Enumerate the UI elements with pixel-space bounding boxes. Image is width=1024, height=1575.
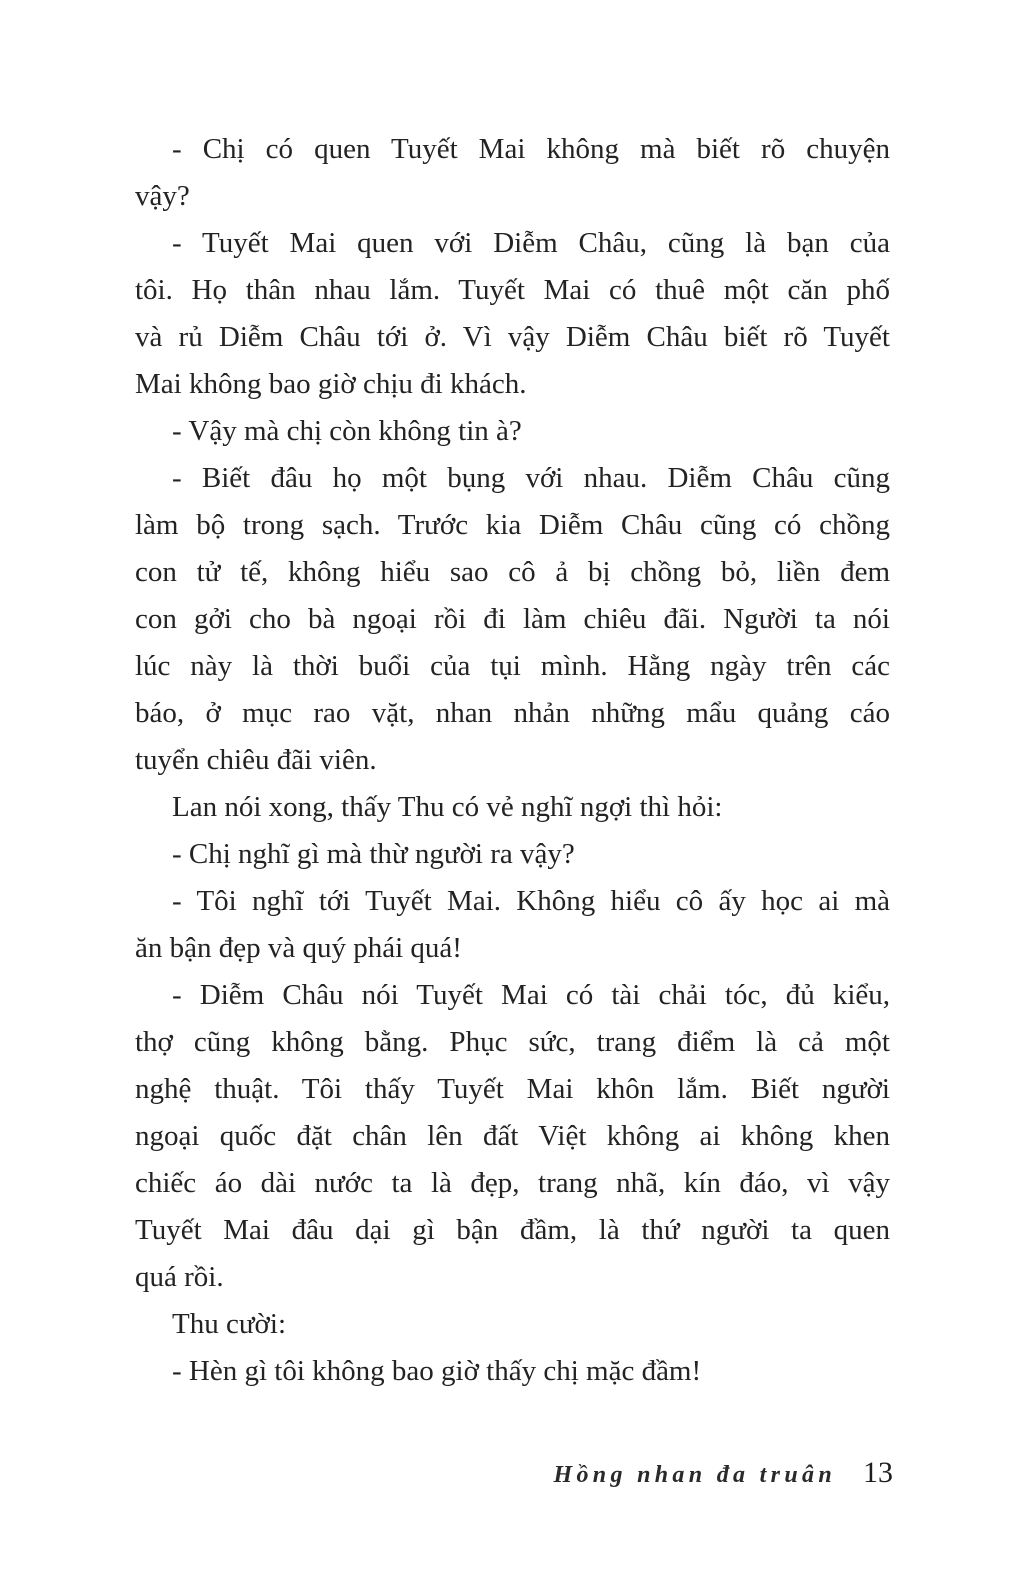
- text-line: Thu cười:: [172, 1308, 287, 1340]
- text-line: Lan nói xong, thấy Thu có vẻ nghĩ ngợi thì hỏi:: [172, 791, 723, 823]
- text-line: tôi. Họ thân nhau lắm. Tuyết Mai có thuê một căn phố: [135, 274, 890, 306]
- text-line: lúc này là thời buổi của tụi mình. Hằng ngày trên các: [135, 650, 890, 682]
- text-line: - Chị nghĩ gì mà thừ người ra vậy?: [172, 838, 575, 870]
- text-line: - Tôi nghĩ tới Tuyết Mai. Không hiểu cô ấy học ai mà: [172, 885, 890, 917]
- page-number: 13: [863, 1456, 893, 1489]
- text-line: chiếc áo dài nước ta là đẹp, trang nhã, kín đáo, vì vậy: [135, 1167, 890, 1199]
- text-line: báo, ở mục rao vặt, nhan nhản những mẩu quảng cáo: [135, 697, 890, 729]
- page-footer: [553, 1456, 893, 1490]
- text-line: Tuyết Mai đâu dại gì bận đầm, là thứ người ta quen: [135, 1214, 890, 1246]
- text-line: tuyển chiêu đãi viên.: [135, 744, 377, 776]
- body-text: [135, 126, 890, 1395]
- text-line: - Chị có quen Tuyết Mai không mà biết rõ chuyện: [172, 133, 890, 165]
- text-line: - Diễm Châu nói Tuyết Mai có tài chải tóc, đủ kiểu,: [172, 979, 890, 1011]
- text-line: - Hèn gì tôi không bao giờ thấy chị mặc đầm!: [172, 1355, 702, 1387]
- text-line: con gởi cho bà ngoại rồi đi làm chiêu đãi. Người ta nói: [135, 603, 890, 635]
- text-line: và rủ Diễm Châu tới ở. Vì vậy Diễm Châu biết rõ Tuyết: [135, 321, 890, 353]
- text-line: quá rồi.: [135, 1261, 224, 1293]
- text-line: nghệ thuật. Tôi thấy Tuyết Mai khôn lắm. Biết người: [135, 1073, 890, 1105]
- text-line: ngoại quốc đặt chân lên đất Việt không ai không khen: [135, 1120, 890, 1152]
- text-line: ăn bận đẹp và quý phái quá!: [135, 932, 462, 964]
- text-line: thợ cũng không bằng. Phục sức, trang điểm là cả một: [135, 1026, 890, 1058]
- text-line: con tử tế, không hiểu sao cô ả bị chồng bỏ, liền đem: [135, 556, 890, 588]
- text-line: làm bộ trong sạch. Trước kia Diễm Châu cũng có chồng: [135, 509, 890, 541]
- text-line: vậy?: [135, 180, 190, 212]
- text-line: Mai không bao giờ chịu đi khách.: [135, 368, 527, 400]
- running-title: Hồng nhan đa truân: [553, 1462, 836, 1488]
- text-line: - Tuyết Mai quen với Diễm Châu, cũng là bạn của: [172, 227, 890, 259]
- text-line: - Vậy mà chị còn không tin à?: [172, 415, 522, 447]
- text-line: - Biết đâu họ một bụng với nhau. Diễm Châu cũng: [172, 462, 890, 494]
